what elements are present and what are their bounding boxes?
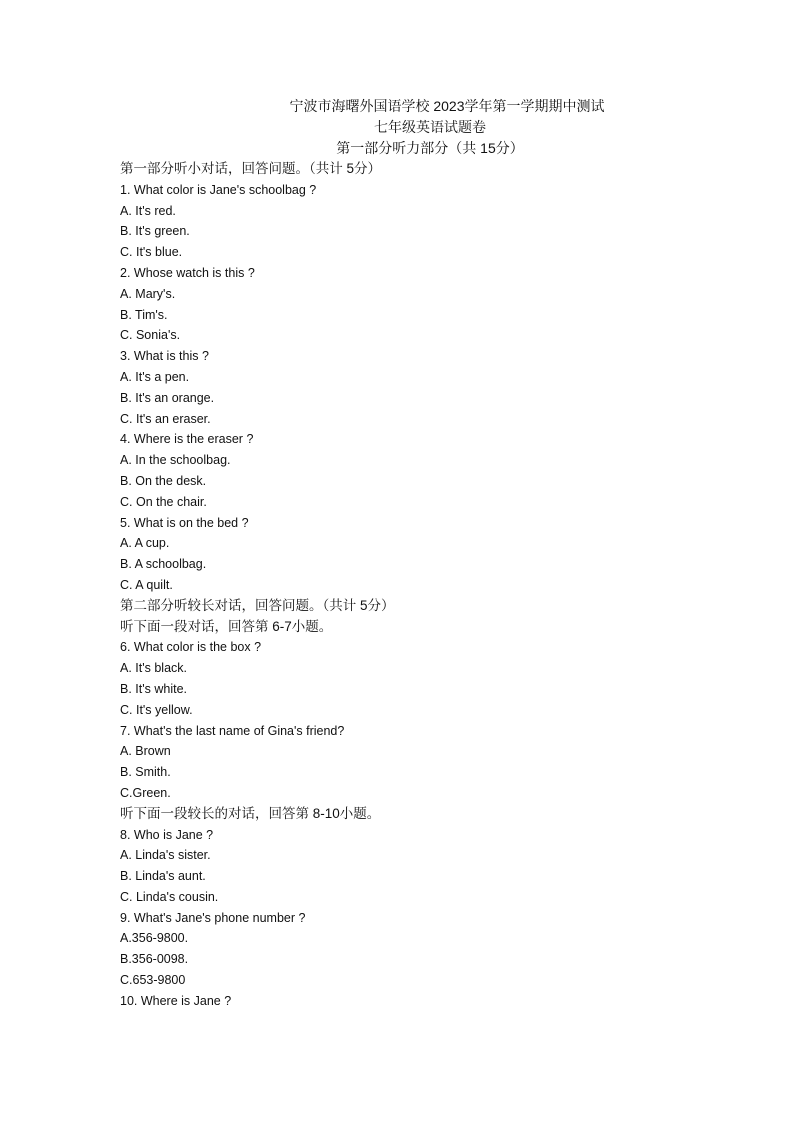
question-line: C. Linda's cousin. [120, 889, 219, 904]
question-line: B. It's an orange. [120, 390, 215, 405]
question-line: A. Linda's sister. [120, 848, 211, 863]
question-line: C. It's an eraser. [120, 411, 211, 426]
question-line: A.356-9800. [120, 931, 189, 946]
question-line: 1. What color is Jane's schoolbag ? [120, 182, 317, 197]
question-line: B. Smith. [120, 765, 171, 780]
section-heading: 第一部分听小对话，回答问题。（共计 5分） [120, 161, 382, 176]
paper-title: 七年级英语试题卷 [374, 119, 486, 135]
question-line: A. It's red. [120, 203, 176, 218]
question-line: C.653-9800 [120, 973, 186, 988]
school-title: 宁波市海曙外国语学校 2023学年第一学期期中测试 [289, 98, 605, 114]
question-line: C. It's yellow. [120, 702, 193, 717]
question-line: B. Linda's aunt. [120, 869, 206, 884]
question-line: B. Tim's. [120, 307, 168, 322]
question-line: 6. What color is the box ? [120, 640, 262, 655]
question-line: 2. Whose watch is this ? [120, 265, 255, 280]
question-line: A. A cup. [120, 536, 170, 551]
section-heading: 听下面一段对话，回答第 6-7小题。 [120, 618, 333, 634]
question-line: 8. Who is Jane ? [120, 827, 214, 842]
question-line: A. Mary's. [120, 286, 176, 301]
question-line: C. On the chair. [120, 494, 207, 509]
question-line: B. On the desk. [120, 473, 207, 488]
exam-content [120, 159, 740, 1012]
question-line: B. It's white. [120, 681, 187, 696]
question-line: A. It's black. [120, 661, 187, 676]
section-heading: 听下面一段较长的对话，回答第 8-10小题。 [120, 805, 381, 821]
question-line: 10. Where is Jane ? [120, 993, 232, 1008]
question-line: 4. Where is the eraser ? [120, 432, 254, 447]
question-line: 7. What's the last name of Gina's friend? [120, 723, 345, 738]
question-line: 3. What is this ? [120, 349, 209, 364]
part-title: 第一部分听力部分（共 15分） [336, 140, 524, 156]
question-line: A. It's a pen. [120, 369, 190, 384]
question-line: 9. What's Jane's phone number ? [120, 910, 306, 925]
question-line: C.Green. [120, 785, 171, 800]
question-line: C. It's blue. [120, 245, 183, 260]
question-line: C. A quilt. [120, 577, 173, 592]
question-line: A. In the schoolbag. [120, 453, 231, 468]
exam-header [0, 96, 794, 159]
question-line: B.356-0098. [120, 952, 189, 967]
section-heading: 第二部分听较长对话，回答问题。（共计 5分） [120, 597, 395, 613]
question-line: B. It's green. [120, 224, 190, 239]
question-line: 5. What is on the bed ? [120, 515, 249, 530]
question-line: B. A schoolbag. [120, 557, 207, 572]
question-line: C. Sonia's. [120, 328, 181, 343]
question-line: A. Brown [120, 744, 171, 759]
